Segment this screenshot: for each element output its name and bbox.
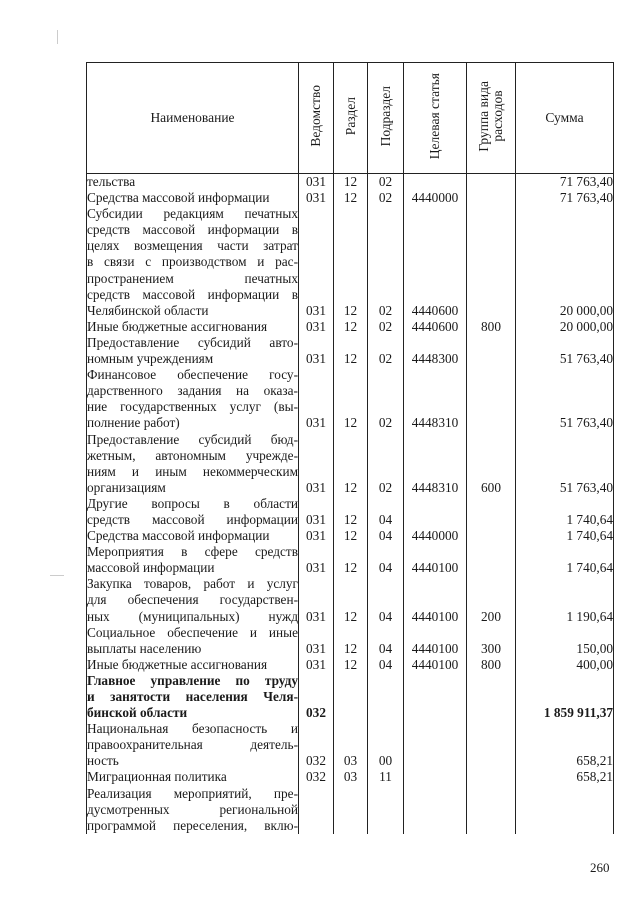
page-number: 260: [590, 860, 610, 875]
cell-vedomstvo: 032: [299, 673, 334, 721]
table-row: [87, 576, 614, 624]
cell-vedomstvo: 031: [299, 190, 334, 206]
cell-vedomstvo: 031: [299, 335, 334, 367]
table-row: [87, 335, 614, 367]
cell-name-line: жетным, автономным учрежде-: [87, 447, 298, 463]
cell-tselevaya-statya: 4440100: [404, 576, 467, 624]
cell-gruppa: 800: [467, 319, 516, 335]
cell-gruppa: [467, 206, 516, 319]
cell-gruppa: [467, 721, 516, 769]
cell-razdel: [334, 786, 368, 834]
table-row: [87, 721, 614, 769]
cell-tselevaya-statya: 4440600: [404, 319, 467, 335]
cell-vedomstvo: 031: [299, 319, 334, 335]
cell-tselevaya-statya: [404, 786, 467, 834]
cell-name-line: пространением печатных: [87, 270, 298, 286]
cell-tselevaya-statya: 4440100: [404, 625, 467, 657]
cell-name-line: Челябинской области: [87, 302, 209, 318]
cell-summa: 71 763,40: [516, 190, 614, 206]
cell-gruppa: 200: [467, 576, 516, 624]
cell-name-line: программой переселения, вклю-: [87, 817, 298, 833]
cell-name-line: ние государственных услуг (вы-: [87, 399, 298, 415]
cell-vedomstvo: 031: [299, 657, 334, 673]
cell-gruppa: [467, 367, 516, 431]
cell-summa: 658,21: [516, 721, 614, 769]
cell-razdel: 12: [334, 174, 368, 191]
cell-vedomstvo: 031: [299, 625, 334, 657]
cell-podrazdel: 02: [368, 174, 404, 191]
cell-name: [87, 786, 299, 834]
cell-name-line: в связи с производством и рас-: [87, 254, 298, 270]
cell-podrazdel: [368, 786, 404, 834]
cell-name-line: Иные бюджетные ассигнования: [87, 318, 268, 334]
cell-name: [87, 544, 299, 576]
cell-gruppa: 300: [467, 625, 516, 657]
cell-name-line: средств массовой информации в: [87, 286, 298, 302]
cell-tselevaya-statya: 4448300: [404, 335, 467, 367]
cell-name-line: бинской области: [87, 705, 188, 721]
cell-podrazdel: 04: [368, 528, 404, 544]
cell-name: [87, 769, 299, 785]
cell-name: [87, 190, 299, 206]
table-row: [87, 496, 614, 528]
cell-tselevaya-statya: 4448310: [404, 367, 467, 431]
cell-name: [87, 528, 299, 544]
table-row: [87, 432, 614, 496]
cell-name-line: организациям: [87, 479, 166, 495]
cell-summa: 1 190,64: [516, 576, 614, 624]
crop-mark: [50, 575, 64, 577]
cell-name-line: Миграционная политика: [87, 769, 227, 785]
cell-gruppa: [467, 786, 516, 834]
cell-gruppa: [467, 190, 516, 206]
cell-razdel: 12: [334, 544, 368, 576]
cell-podrazdel: 02: [368, 335, 404, 367]
header-razdel: Раздел: [334, 63, 368, 174]
cell-name: [87, 625, 299, 657]
cell-tselevaya-statya: [404, 496, 467, 528]
cell-podrazdel: 02: [368, 206, 404, 319]
cell-gruppa: [467, 673, 516, 721]
cell-razdel: [334, 673, 368, 721]
cell-vedomstvo: 032: [299, 769, 334, 785]
cell-summa: [516, 786, 614, 834]
cell-name-line: Средства массовой информации: [87, 190, 270, 206]
cell-razdel: 03: [334, 769, 368, 785]
cell-name-line: средств массовой информации в: [87, 222, 298, 238]
cell-razdel: 12: [334, 206, 368, 319]
cell-name-line: средств массовой информации: [87, 511, 298, 527]
cell-gruppa: [467, 544, 516, 576]
cell-podrazdel: 00: [368, 721, 404, 769]
cell-tselevaya-statya: 4448310: [404, 432, 467, 496]
crop-mark: [57, 30, 59, 44]
cell-vedomstvo: 031: [299, 528, 334, 544]
cell-tselevaya-statya: [404, 673, 467, 721]
cell-name-line: ных (муниципальных) нужд: [87, 608, 298, 624]
cell-razdel: 12: [334, 657, 368, 673]
cell-tselevaya-statya: 4440000: [404, 528, 467, 544]
cell-tselevaya-statya: [404, 769, 467, 785]
table-header-row: [87, 63, 614, 174]
cell-tselevaya-statya: [404, 721, 467, 769]
cell-name-line: номным учреждениям: [87, 351, 214, 367]
cell-name-line: и занятости населения Челя-: [87, 689, 298, 704]
cell-name-line: ность: [87, 753, 119, 769]
table-row: [87, 544, 614, 576]
cell-name-line: полнение работ): [87, 415, 180, 431]
cell-razdel: 12: [334, 190, 368, 206]
cell-name: [87, 657, 299, 673]
cell-razdel: 03: [334, 721, 368, 769]
cell-name: [87, 496, 299, 528]
cell-razdel: 12: [334, 432, 368, 496]
cell-gruppa: [467, 174, 516, 191]
cell-name-line: Другие вопросы в области: [87, 495, 298, 511]
cell-razdel: 12: [334, 576, 368, 624]
cell-name-line: дусмотренных региональной: [87, 801, 298, 817]
cell-vedomstvo: 031: [299, 576, 334, 624]
cell-name-line: дарственного задания на оказа-: [87, 383, 298, 399]
cell-name-line: выплаты населению: [87, 640, 202, 656]
cell-podrazdel: 02: [368, 367, 404, 431]
cell-summa: 1 859 911,37: [516, 673, 614, 721]
cell-name-line: Реализация мероприятий, пре-: [87, 785, 298, 801]
cell-summa: 51 763,40: [516, 367, 614, 431]
cell-gruppa: [467, 335, 516, 367]
cell-name-line: Социальное обеспечение и иные: [87, 624, 298, 640]
cell-vedomstvo: 031: [299, 206, 334, 319]
cell-podrazdel: 04: [368, 657, 404, 673]
cell-name-line: ниям и иным некоммерческим: [87, 463, 298, 479]
cell-podrazdel: 02: [368, 319, 404, 335]
cell-podrazdel: 02: [368, 432, 404, 496]
header-gruppa-vida-rashodov: Группа вида расходов: [467, 63, 516, 174]
cell-podrazdel: 04: [368, 625, 404, 657]
cell-razdel: 12: [334, 335, 368, 367]
cell-name-line: для обеспечения государствен-: [87, 592, 298, 608]
table-row: [87, 673, 614, 721]
cell-name-line: Закупка товаров, работ и услуг: [87, 576, 298, 592]
cell-vedomstvo: [299, 786, 334, 834]
cell-podrazdel: 11: [368, 769, 404, 785]
cell-summa: 1 740,64: [516, 528, 614, 544]
cell-summa: 150,00: [516, 625, 614, 657]
cell-vedomstvo: 031: [299, 544, 334, 576]
header-podrazdel: Подраздел: [368, 63, 404, 174]
cell-name: [87, 367, 299, 431]
cell-name: [87, 335, 299, 367]
cell-name-line: Предоставление субсидий бюд-: [87, 431, 298, 447]
header-vedomstvo: Ведомство: [299, 63, 334, 174]
cell-gruppa: [467, 769, 516, 785]
table-row: [87, 367, 614, 431]
cell-name-line: Финансовое обеспечение госу-: [87, 367, 298, 383]
cell-tselevaya-statya: 4440100: [404, 544, 467, 576]
cell-name-line: Главное управление по труду: [87, 672, 298, 688]
cell-gruppa: [467, 528, 516, 544]
cell-tselevaya-statya: [404, 174, 467, 191]
cell-name-line: целях возмещения части затрат: [87, 238, 298, 254]
table-row: [87, 190, 614, 206]
table-body: [87, 174, 614, 834]
cell-name-line: Иные бюджетные ассигнования: [87, 656, 268, 672]
cell-vedomstvo: 031: [299, 496, 334, 528]
cell-razdel: 12: [334, 367, 368, 431]
table-row: [87, 174, 614, 191]
cell-name-line: массовой информации: [87, 560, 215, 576]
cell-tselevaya-statya: 4440100: [404, 657, 467, 673]
cell-name-line: Средства массовой информации: [87, 528, 270, 544]
cell-name: [87, 576, 299, 624]
table-row: [87, 625, 614, 657]
cell-summa: 1 740,64: [516, 544, 614, 576]
cell-razdel: 12: [334, 496, 368, 528]
cell-name-line: тельства: [87, 174, 136, 189]
table-row: [87, 657, 614, 673]
cell-vedomstvo: 031: [299, 367, 334, 431]
cell-podrazdel: 04: [368, 576, 404, 624]
table-row: [87, 769, 614, 785]
cell-podrazdel: 04: [368, 544, 404, 576]
cell-name: [87, 319, 299, 335]
cell-summa: 1 740,64: [516, 496, 614, 528]
cell-summa: 20 000,00: [516, 206, 614, 319]
cell-tselevaya-statya: 4440600: [404, 206, 467, 319]
cell-vedomstvo: 032: [299, 721, 334, 769]
cell-podrazdel: [368, 673, 404, 721]
header-tselevaya-statya: Целевая статья: [404, 63, 467, 174]
cell-summa: 71 763,40: [516, 174, 614, 191]
cell-tselevaya-statya: 4440000: [404, 190, 467, 206]
cell-name: [87, 174, 299, 191]
table-row: [87, 206, 614, 319]
cell-name-line: Субсидии редакциям печатных: [87, 206, 298, 222]
cell-name-line: Предоставление субсидий авто-: [87, 334, 298, 350]
table-row: [87, 786, 614, 834]
cell-gruppa: 600: [467, 432, 516, 496]
cell-vedomstvo: 031: [299, 174, 334, 191]
cell-name: [87, 721, 299, 769]
cell-summa: 51 763,40: [516, 335, 614, 367]
cell-razdel: 12: [334, 625, 368, 657]
cell-gruppa: 800: [467, 657, 516, 673]
header-name: Наименование: [87, 63, 299, 174]
cell-name-line: Национальная безопасность и: [87, 721, 298, 737]
cell-name-line: правоохранительная деятель-: [87, 737, 298, 753]
cell-name: [87, 206, 299, 319]
cell-summa: 20 000,00: [516, 319, 614, 335]
cell-gruppa: [467, 496, 516, 528]
cell-vedomstvo: 031: [299, 432, 334, 496]
cell-name: [87, 432, 299, 496]
cell-name-line: Мероприятия в сфере средств: [87, 544, 298, 560]
budget-table: [86, 62, 614, 834]
table-row: [87, 319, 614, 335]
cell-summa: 51 763,40: [516, 432, 614, 496]
cell-razdel: 12: [334, 319, 368, 335]
cell-razdel: 12: [334, 528, 368, 544]
cell-podrazdel: 02: [368, 190, 404, 206]
cell-podrazdel: 04: [368, 496, 404, 528]
cell-name: [87, 673, 299, 721]
header-summa: Сумма: [516, 63, 614, 174]
table-row: [87, 528, 614, 544]
cell-summa: 400,00: [516, 657, 614, 673]
cell-summa: 658,21: [516, 769, 614, 785]
